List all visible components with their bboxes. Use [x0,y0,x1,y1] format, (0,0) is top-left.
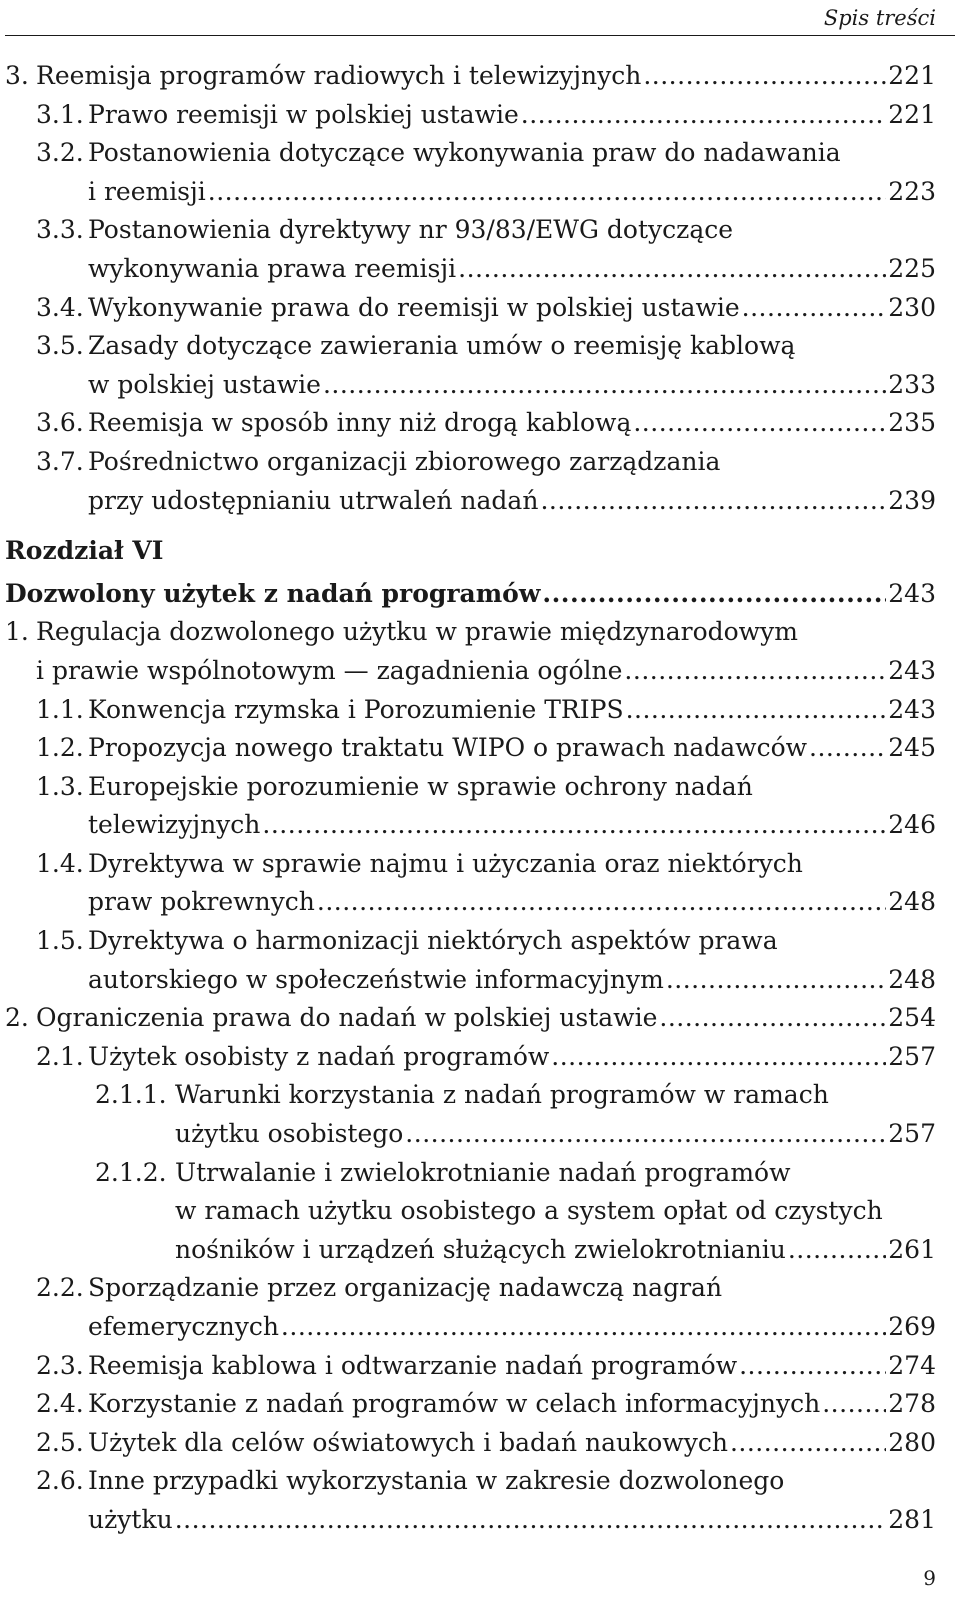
toc-entry-title-line: użytku [88,1504,173,1534]
toc-page-number: 235 [888,408,936,438]
dot-leader [666,961,886,1000]
toc-entry-title-line: Użytek osobisty z nadań programów [88,1041,550,1071]
toc-entry-title-line: Utrwalanie i zwielokrotnianie nadań programów [175,1157,791,1187]
toc-entry-title-line: Użytek dla celów oświatowych i badań naukowych [88,1427,728,1457]
toc-page-number: 246 [888,810,936,840]
toc-entry-title-line: Pośrednictwo organizacji zbiorowego zarządzania [88,446,721,476]
dot-leader [809,729,886,768]
toc-entry-number: 3.6. [36,408,84,438]
toc-entry-title-line: nośników i urządzeń służących zwielokrotnianiu [175,1234,786,1264]
toc-entry-title-line: Zasady dotyczące zawierania umów o reemisję kablową [88,331,796,361]
toc-entry-number: 3.1. [36,99,84,129]
toc-entry[interactable] [0,289,960,328]
toc-page-number: 281 [888,1504,936,1534]
toc-entry[interactable] [0,845,960,922]
toc-entry-title-line: Postanowienia dyrektywy nr 93/83/EWG dotyczące [88,215,734,245]
toc-entry-number: 2.4. [36,1389,84,1419]
dot-leader [405,1115,886,1154]
toc-entry-number: 2.2. [36,1273,84,1303]
toc-entry-title-line: przy udostępnianiu utrwaleń nadań [88,485,539,515]
toc-entry[interactable] [0,404,960,443]
toc-entry[interactable] [0,691,960,730]
toc-entry[interactable] [0,1076,960,1153]
toc-page-number: 243 [888,578,936,608]
toc-entry-title-line: Sporządzanie przez organizację nadawczą nagrań [88,1273,723,1303]
toc-entry-number: 3.5. [36,331,84,361]
toc-entry[interactable] [0,134,960,211]
dot-leader [659,999,886,1038]
toc-entry-number: 2.6. [36,1466,84,1496]
toc-entry-title-line: efemerycznych [88,1312,279,1341]
dot-leader [542,575,886,614]
dot-leader [317,883,886,922]
toc-entry-title-line: praw pokrewnych [88,887,315,917]
toc-page-number: 274 [888,1350,936,1380]
dot-leader [742,289,887,328]
toc-entry-title-line: w polskiej ustawie [88,369,321,399]
toc-entry-title-line: wykonywania prawa reemisji [88,253,457,283]
toc-entry[interactable] [0,922,960,999]
dot-leader [458,250,886,289]
toc-entry[interactable] [0,327,960,404]
toc-entry[interactable] [0,1462,960,1539]
dot-leader [281,1308,886,1347]
toc-entry-number: 3.3. [36,215,84,245]
toc-entry-title-line: telewizyjnych [88,810,261,840]
chapter-label: Rozdział VI [5,536,164,566]
toc-page-number: 243 [888,655,936,685]
toc-entry-title-line: i reemisji [88,176,206,206]
toc-entry[interactable] [0,443,960,520]
toc-entry-title-line: Korzystanie z nadań programów w celach informacyjnych [88,1389,821,1419]
dot-leader [633,404,886,443]
toc-entry[interactable] [0,211,960,288]
dot-leader [540,482,886,521]
dot-leader [208,173,887,212]
toc-entry-title-line: i prawie wspólnotowym — zagadnienia ogólne [36,655,623,685]
toc-page-number: 221 [888,99,936,129]
dot-leader [643,57,886,96]
toc-entry-title-line: Ograniczenia prawa do nadań w polskiej ustawie [36,1003,658,1033]
toc-entry-number: 3.2. [36,138,84,168]
toc-entry-title-line: Prawo reemisji w polskiej ustawie [88,99,519,129]
dot-leader [175,1501,887,1540]
toc-entry-title-line: Propozycja nowego traktatu WIPO o prawach nadawców [88,733,808,763]
toc-entry[interactable] [0,1154,960,1270]
toc-entry-title-line: Reemisja programów radiowych i telewizyjnych [36,61,642,90]
dot-leader [730,1424,886,1463]
running-header [0,0,960,38]
toc-entry[interactable] [0,613,960,690]
toc-entry-number: 1.5. [36,926,84,956]
toc-entry-title-line: Dyrektywa o harmonizacji niektórych aspektów prawa [88,926,778,956]
toc-page-number: 225 [888,253,936,283]
table-of-contents [0,57,960,1540]
toc-entry[interactable] [0,999,960,1038]
toc-entry-title-line: Dozwolony użytek z nadań programów [5,578,541,608]
toc-entry[interactable] [0,1424,960,1463]
toc-entry-number: 1.3. [36,771,84,801]
toc-chapter-title[interactable] [0,575,960,614]
toc-entry-number: 1. [5,617,29,647]
toc-entry-title-line: Dyrektywa w sprawie najmu i użyczania oraz niektórych [88,848,803,878]
dot-leader [624,652,886,691]
toc-entry-title-line: Reemisja kablowa i odtwarzanie nadań programów [88,1350,738,1380]
toc-entry-title-line: Wykonywanie prawa do reemisji w polskiej ustawie [88,292,740,322]
toc-entry-title-line: Postanowienia dotyczące wykonywania praw do nadawania [88,138,841,168]
toc-entry-title-line: w ramach użytku osobistego a system opłat od czystych [175,1196,883,1226]
toc-page-number: 233 [888,369,936,399]
toc-page-number: 223 [888,176,936,206]
toc-entry-title-line: Konwencja rzymska i Porozumienie TRIPS [88,694,624,724]
toc-page-number: 254 [888,1003,936,1033]
toc-entry-number: 2. [5,1003,29,1033]
toc-page-number: 248 [888,964,936,994]
toc-page-number: 221 [888,61,936,90]
dot-leader [551,1038,886,1077]
toc-entry[interactable] [0,57,960,96]
page-number: 9 [923,1566,936,1590]
toc-entry-number: 2.1.2. [95,1157,167,1187]
toc-entry[interactable] [0,1038,960,1077]
toc-page-number: 248 [888,887,936,917]
toc-entry-title-line: Reemisja w sposób inny niż drogą kablową [88,408,632,438]
toc-page-number: 257 [888,1119,936,1149]
toc-page-number: 243 [888,694,936,724]
toc-entry[interactable] [0,96,960,135]
toc-entry[interactable] [0,1385,960,1424]
toc-entry-title-line: Warunki korzystania z nadań programów w ramach [175,1080,829,1110]
toc-page-number: 269 [888,1312,936,1341]
toc-entry-number: 2.1.1. [95,1080,167,1110]
toc-entry[interactable] [0,1269,960,1346]
running-title: Spis treści [823,6,936,30]
dot-leader [739,1347,886,1386]
toc-entry-title-line: Europejskie porozumienie w sprawie ochrony nadań [88,771,753,801]
toc-entry-number: 1.2. [36,733,84,763]
toc-entry-number: 2.3. [36,1350,84,1380]
toc-page-number: 239 [888,485,936,515]
dot-leader [626,691,887,730]
toc-entry[interactable] [0,729,960,768]
dot-leader [822,1385,886,1424]
toc-entry-title-line: Inne przypadki wykorzystania w zakresie dozwolonego [88,1466,785,1496]
toc-entry-number: 3. [5,61,29,90]
dot-leader [788,1231,886,1270]
toc-page-number: 245 [888,733,936,763]
toc-entry-number: 3.4. [36,292,84,322]
toc-entry-title-line: użytku osobistego [175,1119,404,1149]
toc-entry[interactable] [0,1347,960,1386]
toc-entry[interactable] [0,768,960,845]
toc-entry-number: 1.1. [36,694,84,724]
header-rule [5,35,955,36]
toc-page-number: 261 [888,1234,936,1264]
toc-entry-number: 2.5. [36,1427,84,1457]
dot-leader [323,366,886,405]
toc-page-number: 257 [888,1041,936,1071]
toc-page-number: 230 [888,292,936,322]
toc-entry-number: 3.7. [36,446,84,476]
toc-entry-title-line: autorskiego w społeczeństwie informacyjnym [88,964,664,994]
dot-leader [521,96,887,135]
toc-entry-number: 2.1. [36,1041,84,1071]
toc-entry-number: 1.4. [36,848,84,878]
toc-page-number: 280 [888,1427,936,1457]
toc-entry-title-line: Regulacja dozwolonego użytku w prawie międzynarodowym [36,617,798,647]
dot-leader [262,806,886,845]
toc-page-number: 278 [888,1389,936,1419]
